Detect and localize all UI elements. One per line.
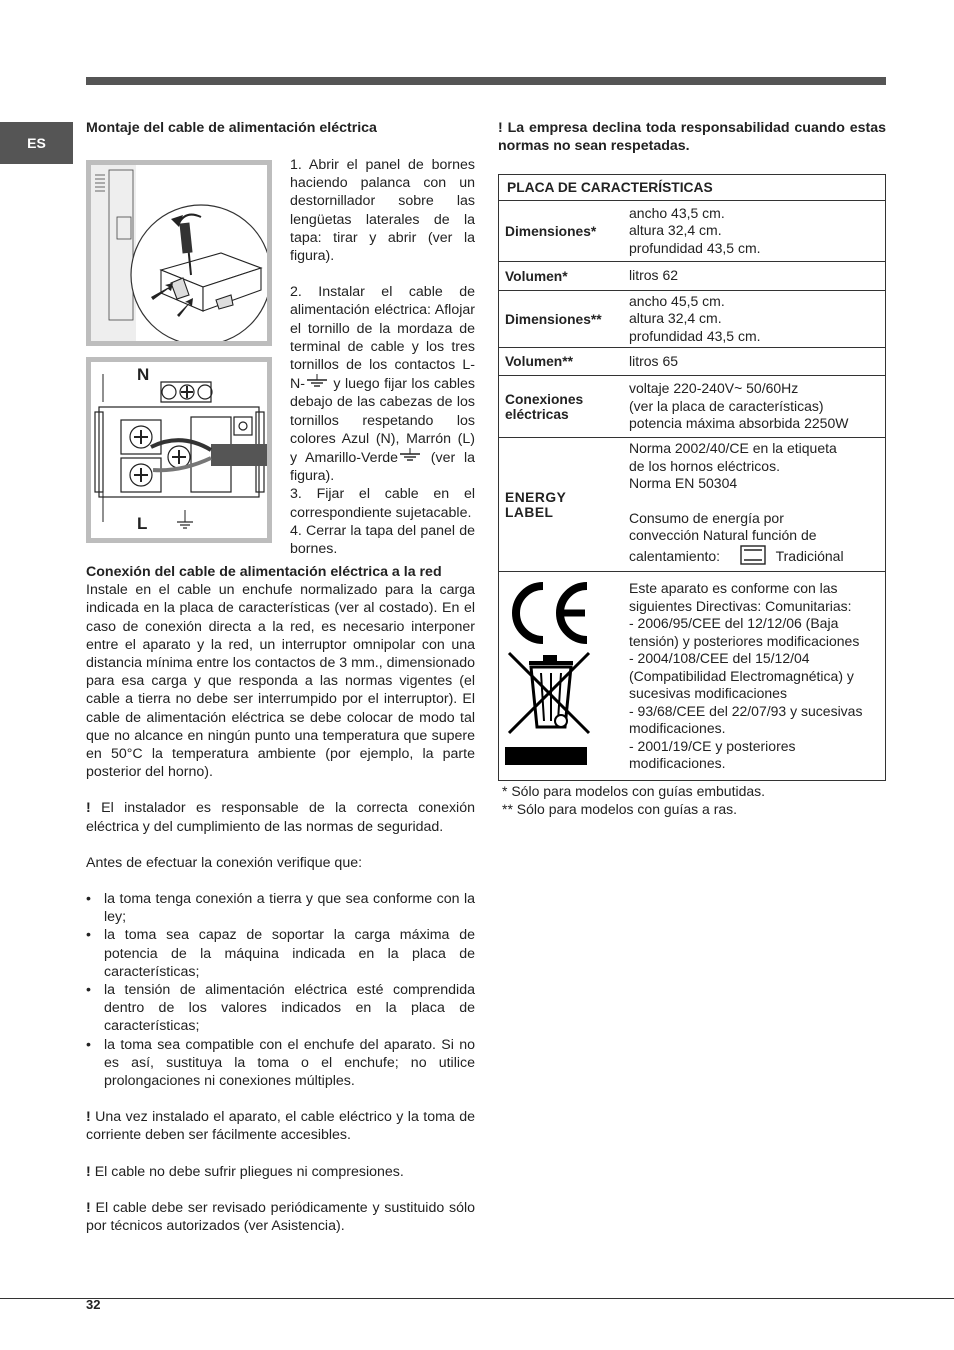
warning-revisado xyxy=(86,1199,475,1235)
step-2-part-b: y luego fijar los cables debajo de las cabezas de los tornillos respetando los colores Azul (N), Marrón (L) y Amarillo-Verde xyxy=(290,376,475,467)
row-label: Dimensiones* xyxy=(499,201,624,262)
table-title: PLACA DE CARACTERÍSTICAS xyxy=(507,180,713,195)
figure-wiring xyxy=(86,357,272,543)
value-line: modificaciones. xyxy=(629,720,726,736)
footnote-1: * Sólo para modelos con guías embutidas. xyxy=(502,783,766,799)
ce-mark-icon xyxy=(505,634,595,649)
table-row-ce xyxy=(499,572,886,781)
row-label: Conexiones eléctricas xyxy=(499,376,624,438)
value-line: potencia máxima absorbida 2250W xyxy=(629,415,849,432)
language-tab xyxy=(0,122,73,164)
value-line: convección Natural función de xyxy=(629,527,817,543)
energy-value xyxy=(623,438,886,572)
row-value xyxy=(623,201,886,262)
value-line: - 2004/108/CEE del 15/12/04 xyxy=(629,650,810,666)
row-value: litros 65 xyxy=(623,348,886,376)
row-value xyxy=(623,291,886,348)
ground-icon xyxy=(305,376,329,392)
exclamation-icon: ! xyxy=(86,1109,91,1126)
value-line: - 93/68/CEE del 22/07/93 y sucesivas xyxy=(629,702,863,719)
step-3: 3. Fijar el cable en el correspondiente sujetacable. xyxy=(290,486,475,521)
value-line: (ver la placa de características) xyxy=(629,397,824,414)
value-line: ancho 43,5 cm. xyxy=(629,204,725,221)
exclamation-icon: ! xyxy=(86,800,91,817)
warning-empresa-text: La empresa declina toda responsabilidad cuando estas normas no sean respetadas. xyxy=(498,120,886,155)
ground-icon xyxy=(398,450,422,466)
checklist xyxy=(86,890,475,1090)
value-line: modificaciones. xyxy=(629,755,726,771)
calentamiento-text: calentamiento: xyxy=(629,547,721,564)
value-line: profundidad 43,5 cm. xyxy=(629,327,761,344)
value-line xyxy=(629,545,879,570)
step-2-part-c: (ver la figura). xyxy=(290,450,475,485)
step-2 xyxy=(290,283,475,485)
value-line: ancho 45,5 cm. xyxy=(629,292,725,309)
value-line: sucesivas modificaciones xyxy=(629,685,787,701)
table-row xyxy=(499,376,886,438)
table-row-energy xyxy=(499,438,886,572)
value-line: Norma 2002/40/CE en la etiqueta xyxy=(629,440,837,456)
weee-bin xyxy=(505,649,595,769)
paragraph-conexion: Instale en el cable un enchufe normalizado para la carga indicada en la placa de características (ver al costado). En el caso de conexión directa a la red, es necesario interponer entre el aparato y la red, un interruptor omnipolar con una distancia mínima entre los contactos de 3 mm., dimensionado para esa carga y que responda a las normas vigentes (el cable a tierra no debe ser interrumpido por el interruptor). El cable de alimentación eléctrica se debe colocar de modo tal que no alcance en ningún punto una temperatura que supere en 50°C la temperatura ambiente (por ejemplo, la parte posterior del horno). xyxy=(86,582,475,781)
warning-accesibles-text: Una vez instalado el aparato, el cable eléctrico y la toma de corriente deben ser fácilmente accesibles. xyxy=(86,1109,475,1144)
step-2-part-a: 2. Instalar el cable de alimentación eléctrica: Aflojar el tornillo de la mordaza de terminal de cable y los tres tornillos de los contactos L-N- xyxy=(290,284,475,393)
wiring-diagram xyxy=(91,362,267,538)
bottom-rule xyxy=(0,1298,954,1299)
warning-pliegues xyxy=(86,1163,475,1181)
warning-instalador-text: El instalador es responsable de la correcta conexión eléctrica y del cumplimiento de las normas de seguridad. xyxy=(86,800,475,835)
exclamation-icon: ! xyxy=(498,120,503,136)
table-row xyxy=(499,262,886,291)
list-item: • la tensión de alimentación eléctrica esté comprendida dentro de los valores indicados en la placa de características; xyxy=(86,981,475,1036)
step-4: 4. Cerrar la tapa del panel de bornes. xyxy=(290,522,475,558)
value-line: - 2001/19/CE y posteriores xyxy=(629,737,796,754)
row-label: Volumen** xyxy=(499,348,624,376)
ce-mark xyxy=(505,580,595,646)
installation-steps xyxy=(290,156,475,558)
terminal-box-illustration xyxy=(91,165,267,341)
warning-accesibles xyxy=(86,1108,475,1144)
row-value xyxy=(623,376,886,438)
energy-label: ENERGY LABEL xyxy=(499,438,624,572)
value-line: altura 32,4 cm. xyxy=(629,222,722,239)
warning-pliegues-text: El cable no debe sufrir pliegues ni compresiones. xyxy=(94,1163,404,1180)
warning-instalador xyxy=(86,799,475,835)
value-line: de los hornos eléctricos. xyxy=(629,457,780,474)
tradicional-text: Tradiciónal xyxy=(775,547,844,564)
weee-bin-icon xyxy=(505,757,595,772)
value-line: Consumo de energía por xyxy=(629,509,784,526)
step-1: 1. Abrir el panel de bornes haciendo palanca con un destornillador sobre las lengüetas laterales de la tapa: tirar y abrir (ver la figura). xyxy=(290,157,475,265)
exclamation-icon: ! xyxy=(86,1163,91,1180)
footnote-2: ** Sólo para modelos con guías a ras. xyxy=(502,801,738,818)
label-neutral: N xyxy=(137,365,150,384)
value-line: voltaje 220-240V~ 50/60Hz xyxy=(629,380,799,397)
value-line: siguientes Directivas: Comunitarias: xyxy=(629,597,852,614)
value-line: Norma EN 50304 xyxy=(629,475,738,491)
heading-conexion: Conexión del cable de alimentación eléctrica a la red xyxy=(86,564,442,580)
exclamation-icon: ! xyxy=(86,1199,91,1216)
row-label: Volumen* xyxy=(499,262,624,291)
row-label: Dimensiones** xyxy=(499,291,624,348)
table-row xyxy=(499,201,886,262)
language-code: ES xyxy=(27,135,46,151)
spec-table-wrapper xyxy=(498,174,886,818)
value-line: - 2006/95/CEE del 12/12/06 (Baja xyxy=(629,615,839,631)
value-line: (Compatibilidad Electromagnética) y xyxy=(629,667,854,684)
figure-open-terminal-box xyxy=(86,160,272,346)
ce-logos xyxy=(499,572,624,781)
page-number: 32 xyxy=(86,1297,101,1312)
list-item: • la toma tenga conexión a tierra y que sea conforme con la ley; xyxy=(86,890,475,926)
heading-montaje: Montaje del cable de alimentación eléctrica xyxy=(86,120,377,136)
table-row xyxy=(499,348,886,376)
label-line: L xyxy=(137,514,148,533)
list-item: • la toma sea compatible con el enchufe del aparato. Si no es así, sustituya la toma o el enchufe; no utilice prolongaciones ni conexiones múltiples. xyxy=(86,1036,475,1091)
section-conexion xyxy=(86,563,475,1235)
warning-empresa xyxy=(498,119,886,155)
spec-table xyxy=(498,174,886,781)
value-line: altura 32,4 cm. xyxy=(629,310,722,327)
top-rule xyxy=(86,77,886,85)
list-item: • la toma sea capaz de soportar la carga máxima de potencia de la máquina indicada en la placa de características; xyxy=(86,926,475,981)
antes-text: Antes de efectuar la conexión verifique que: xyxy=(86,854,363,871)
ce-text xyxy=(623,572,886,781)
value-line: profundidad 43,5 cm. xyxy=(629,239,761,256)
row-value: litros 62 xyxy=(623,262,886,291)
oven-icon xyxy=(740,545,766,570)
value-line: tensión) y posteriores modificaciones xyxy=(629,632,860,649)
warning-revisado-text: El cable debe ser revisado periódicamente y sustituido sólo por técnicos autorizados (ver Asistencia). xyxy=(86,1199,475,1235)
value-line: Este aparato es conforme con las xyxy=(629,580,838,596)
table-row xyxy=(499,291,886,348)
